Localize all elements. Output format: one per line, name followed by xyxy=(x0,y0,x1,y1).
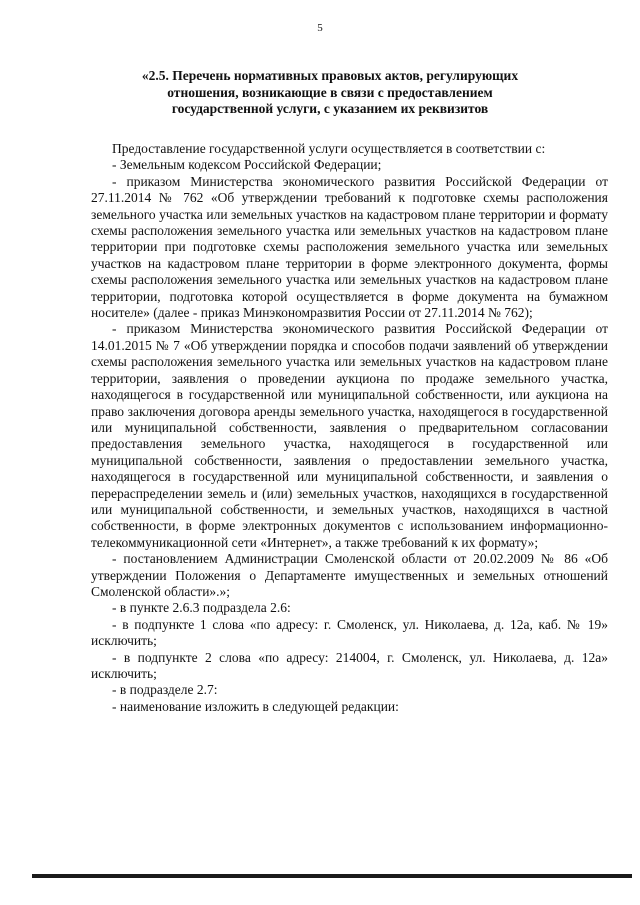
paragraph-subitem-2: - в подпункте 2 слова «по адресу: 214004, г. Смоленск, ул. Николаева, д. 12а» исключить; xyxy=(91,649,608,681)
paragraph-subitem-1: - в подпункте 1 слова «по адресу: г. Смоленск, ул. Николаева, д. 12а, каб. № 19» исключить; xyxy=(91,616,608,649)
section-heading xyxy=(110,68,550,118)
paragraph-intro: Предоставление государственной услуги осуществляется в соответствии с: xyxy=(112,141,546,156)
paragraph-item-2-6-3: - в пункте 2.6.3 подраздела 2.6: xyxy=(112,600,291,616)
heading-line: отношения, возникающие в связи с предоставлением xyxy=(167,84,493,100)
paragraph-name-edit: - наименование изложить в следующей редакции: xyxy=(112,698,399,714)
page-number: 5 xyxy=(317,22,323,34)
paragraph-subsection-2-7: - в подразделе 2.7: xyxy=(112,682,218,698)
bottom-rule xyxy=(32,874,632,878)
heading-line: «2.5. Перечень нормативных правовых актов, регулирующих xyxy=(141,68,519,83)
heading-line: государственной услуги, с указанием их реквизитов xyxy=(171,101,489,116)
paragraph-order-762: - приказом Министерства экономического развития Российской Федерации от 27.11.2014 № 762 «Об утверждении требований к подготовке схемы расположения земельного участка или земельных участков на кадастровом плане территории и формату схемы расположения земельного участка или земельных участков на кадастровом плане территории при подготовке схемы расположения земельного участка или земельных участков на кадастровом плане территории в форме электронного документа, формы схемы расположения земельного участка или земельных участков на кадастровом плане территории, подготовка которой осуществляется в форме документа на бумажном носителе» (далее - приказ Минэкономразвития России от 27.11.2014 № 762); xyxy=(91,173,608,321)
document-body xyxy=(91,141,608,715)
paragraph-land-code: - Земельным кодексом Российской Федерации; xyxy=(112,157,382,173)
paragraph-order-7: - приказом Министерства экономического развития Российской Федерации от 14.01.2015 № 7 «Об утверждении порядка и способов подачи заявлений об утверждении схемы расположения земельного участка или земельных участков на кадастровом плане территории, заявления о проведении аукциона по продаже земельного участка, находящегося в государственной или муниципальной собственности, или аукциона на право заключения договора аренды земельного участка, находящегося в государственной или муниципальной собственности, заявления о предварительном согласовании предоставления земельного участка, находящегося в государственной или муниципальной собственности, заявления о предоставлении земельного участка, находящегося в государственной или муниципальной собственности, и заявления о перераспределении земель и (или) земельных участков, находящихся в государственной или муниципальной собственности, и земельных участков, находящихся в частной собственности, в форме электронных документов с использованием информационно-телекоммуникационной сети «Интернет», а также требований к их формату»; xyxy=(91,321,608,550)
paragraph-resolution-86: - постановлением Администрации Смоленской области от 20.02.2009 № 86 «Об утверждении Положения о Департаменте имущественных и земельных отношений Смоленской области».»; xyxy=(91,551,608,599)
